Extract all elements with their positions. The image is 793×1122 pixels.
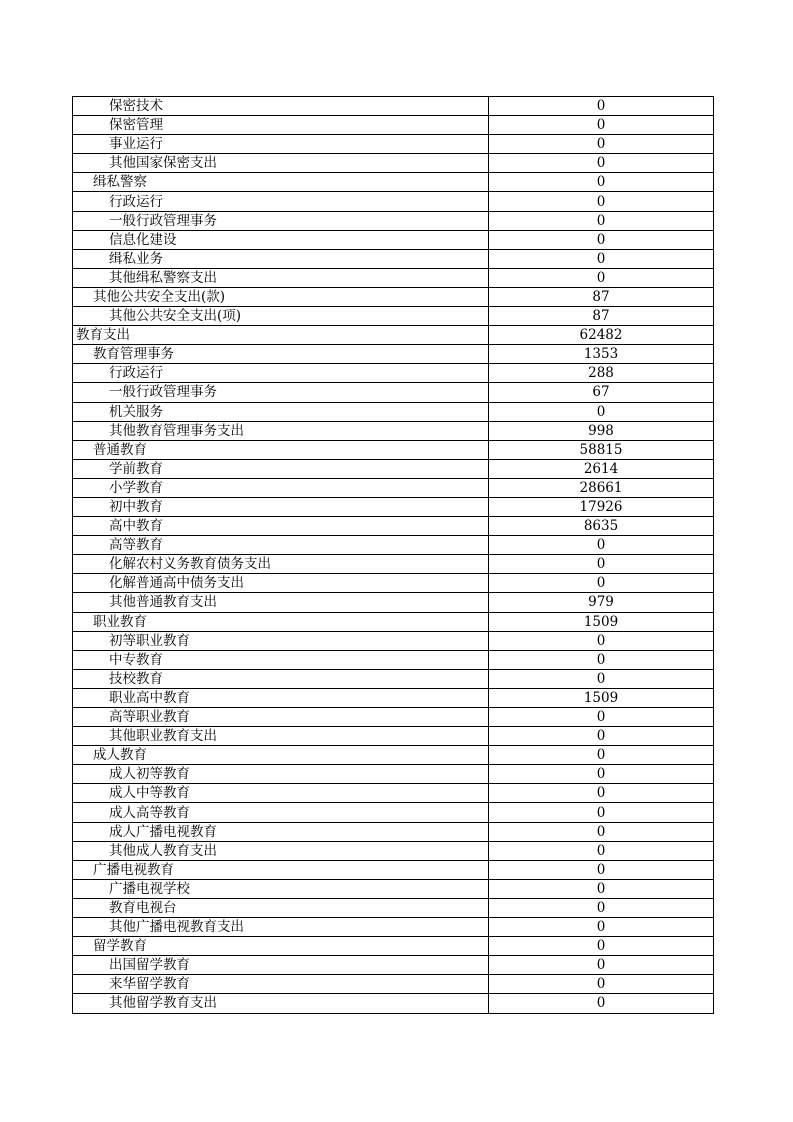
table-row <box>73 631 714 650</box>
table-row <box>73 173 714 192</box>
table-row <box>73 383 714 402</box>
table-row <box>73 898 714 917</box>
item-value-cell: 1353 <box>489 345 714 364</box>
item-name-cell: 其他普通教育支出 <box>73 593 489 612</box>
item-name-cell: 成人教育 <box>73 746 489 765</box>
table-row <box>73 937 714 956</box>
item-value-cell: 0 <box>489 192 714 211</box>
item-name-cell: 技校教育 <box>73 669 489 688</box>
item-value-cell: 2614 <box>489 459 714 478</box>
table-row <box>73 307 714 326</box>
item-value-cell: 87 <box>489 307 714 326</box>
item-value-cell: 0 <box>489 173 714 192</box>
item-value-cell: 8635 <box>489 517 714 536</box>
table-row <box>73 975 714 994</box>
item-value-cell: 0 <box>489 765 714 784</box>
item-name-cell: 行政运行 <box>73 364 489 383</box>
item-name-cell: 缉私业务 <box>73 249 489 268</box>
item-value-cell: 0 <box>489 135 714 154</box>
table-row <box>73 669 714 688</box>
item-name-cell: 中专教育 <box>73 650 489 669</box>
item-name-cell: 一般行政管理事务 <box>73 211 489 230</box>
item-value-cell: 0 <box>489 211 714 230</box>
item-name-cell: 小学教育 <box>73 478 489 497</box>
item-name-cell: 化解农村义务教育债务支出 <box>73 555 489 574</box>
item-value-cell: 0 <box>489 116 714 135</box>
item-value-cell: 0 <box>489 154 714 173</box>
item-value-cell: 0 <box>489 555 714 574</box>
item-name-cell: 其他公共安全支出(款) <box>73 287 489 306</box>
item-value-cell: 0 <box>489 249 714 268</box>
item-value-cell: 0 <box>489 937 714 956</box>
item-name-cell: 其他留学教育支出 <box>73 994 489 1013</box>
item-value-cell: 0 <box>489 574 714 593</box>
item-value-cell: 28661 <box>489 478 714 497</box>
table-row <box>73 154 714 173</box>
table-row <box>73 708 714 727</box>
item-name-cell: 其他职业教育支出 <box>73 727 489 746</box>
item-name-cell: 其他广播电视教育支出 <box>73 918 489 937</box>
item-name-cell: 初中教育 <box>73 497 489 516</box>
item-name-cell: 成人初等教育 <box>73 765 489 784</box>
item-value-cell: 0 <box>489 975 714 994</box>
table-row <box>73 574 714 593</box>
budget-expenditure-table <box>72 96 714 1014</box>
item-value-cell: 0 <box>489 918 714 937</box>
table-row <box>73 517 714 536</box>
item-name-cell: 机关服务 <box>73 402 489 421</box>
item-name-cell: 行政运行 <box>73 192 489 211</box>
item-value-cell: 998 <box>489 421 714 440</box>
item-name-cell: 成人中等教育 <box>73 784 489 803</box>
item-name-cell: 一般行政管理事务 <box>73 383 489 402</box>
item-name-cell: 广播电视教育 <box>73 860 489 879</box>
item-value-cell: 1509 <box>489 688 714 707</box>
item-value-cell: 0 <box>489 727 714 746</box>
item-value-cell: 288 <box>489 364 714 383</box>
table-row <box>73 784 714 803</box>
item-value-cell: 0 <box>489 650 714 669</box>
item-name-cell: 事业运行 <box>73 135 489 154</box>
item-value-cell: 0 <box>489 669 714 688</box>
table-row <box>73 994 714 1013</box>
table-row <box>73 918 714 937</box>
table-row <box>73 192 714 211</box>
item-value-cell: 0 <box>489 97 714 116</box>
item-name-cell: 高等职业教育 <box>73 708 489 727</box>
table-row <box>73 765 714 784</box>
item-value-cell: 0 <box>489 994 714 1013</box>
item-name-cell: 其他教育管理事务支出 <box>73 421 489 440</box>
item-name-cell: 保密管理 <box>73 116 489 135</box>
table-row <box>73 211 714 230</box>
table-row <box>73 746 714 765</box>
table-row <box>73 688 714 707</box>
item-value-cell: 0 <box>489 822 714 841</box>
item-value-cell: 62482 <box>489 326 714 345</box>
table-row <box>73 555 714 574</box>
table-row <box>73 287 714 306</box>
item-name-cell: 留学教育 <box>73 937 489 956</box>
item-name-cell: 普通教育 <box>73 440 489 459</box>
item-name-cell: 信息化建设 <box>73 230 489 249</box>
table-body <box>73 97 714 1014</box>
table-row <box>73 956 714 975</box>
item-name-cell: 其他国家保密支出 <box>73 154 489 173</box>
table-row <box>73 612 714 631</box>
item-name-cell: 高中教育 <box>73 517 489 536</box>
table-row <box>73 402 714 421</box>
item-name-cell: 来华留学教育 <box>73 975 489 994</box>
item-value-cell: 979 <box>489 593 714 612</box>
table-row <box>73 97 714 116</box>
item-value-cell: 0 <box>489 402 714 421</box>
item-value-cell: 0 <box>489 631 714 650</box>
table-row <box>73 345 714 364</box>
item-name-cell: 缉私警察 <box>73 173 489 192</box>
item-name-cell: 其他缉私警察支出 <box>73 268 489 287</box>
item-value-cell: 0 <box>489 841 714 860</box>
table-row <box>73 727 714 746</box>
item-name-cell: 出国留学教育 <box>73 956 489 975</box>
item-name-cell: 成人广播电视教育 <box>73 822 489 841</box>
table-row <box>73 249 714 268</box>
item-value-cell: 0 <box>489 746 714 765</box>
item-value-cell: 0 <box>489 708 714 727</box>
table-row <box>73 841 714 860</box>
table-row <box>73 440 714 459</box>
table-row <box>73 459 714 478</box>
table-row <box>73 879 714 898</box>
item-name-cell: 成人高等教育 <box>73 803 489 822</box>
item-name-cell: 教育电视台 <box>73 898 489 917</box>
item-value-cell: 1509 <box>489 612 714 631</box>
item-value-cell: 0 <box>489 268 714 287</box>
item-name-cell: 职业高中教育 <box>73 688 489 707</box>
item-name-cell: 教育管理事务 <box>73 345 489 364</box>
item-value-cell: 0 <box>489 536 714 555</box>
item-name-cell: 初等职业教育 <box>73 631 489 650</box>
item-name-cell: 高等教育 <box>73 536 489 555</box>
item-value-cell: 67 <box>489 383 714 402</box>
table-row <box>73 421 714 440</box>
table-row <box>73 822 714 841</box>
item-value-cell: 0 <box>489 898 714 917</box>
item-name-cell: 广播电视学校 <box>73 879 489 898</box>
table-row <box>73 135 714 154</box>
item-name-cell: 教育支出 <box>73 326 489 345</box>
item-value-cell: 87 <box>489 287 714 306</box>
item-value-cell: 0 <box>489 230 714 249</box>
item-name-cell: 职业教育 <box>73 612 489 631</box>
item-name-cell: 学前教育 <box>73 459 489 478</box>
table-row <box>73 268 714 287</box>
table-row <box>73 593 714 612</box>
table-row <box>73 803 714 822</box>
item-value-cell: 0 <box>489 860 714 879</box>
item-value-cell: 0 <box>489 879 714 898</box>
table-row <box>73 860 714 879</box>
item-value-cell: 0 <box>489 784 714 803</box>
table-row <box>73 364 714 383</box>
item-name-cell: 其他成人教育支出 <box>73 841 489 860</box>
table-row <box>73 230 714 249</box>
table-row <box>73 478 714 497</box>
item-value-cell: 17926 <box>489 497 714 516</box>
item-name-cell: 保密技术 <box>73 97 489 116</box>
table-row <box>73 116 714 135</box>
item-value-cell: 58815 <box>489 440 714 459</box>
item-value-cell: 0 <box>489 803 714 822</box>
item-value-cell: 0 <box>489 956 714 975</box>
item-name-cell: 其他公共安全支出(项) <box>73 307 489 326</box>
item-name-cell: 化解普通高中债务支出 <box>73 574 489 593</box>
table-row <box>73 650 714 669</box>
table-row <box>73 326 714 345</box>
table-row <box>73 497 714 516</box>
table-row <box>73 536 714 555</box>
